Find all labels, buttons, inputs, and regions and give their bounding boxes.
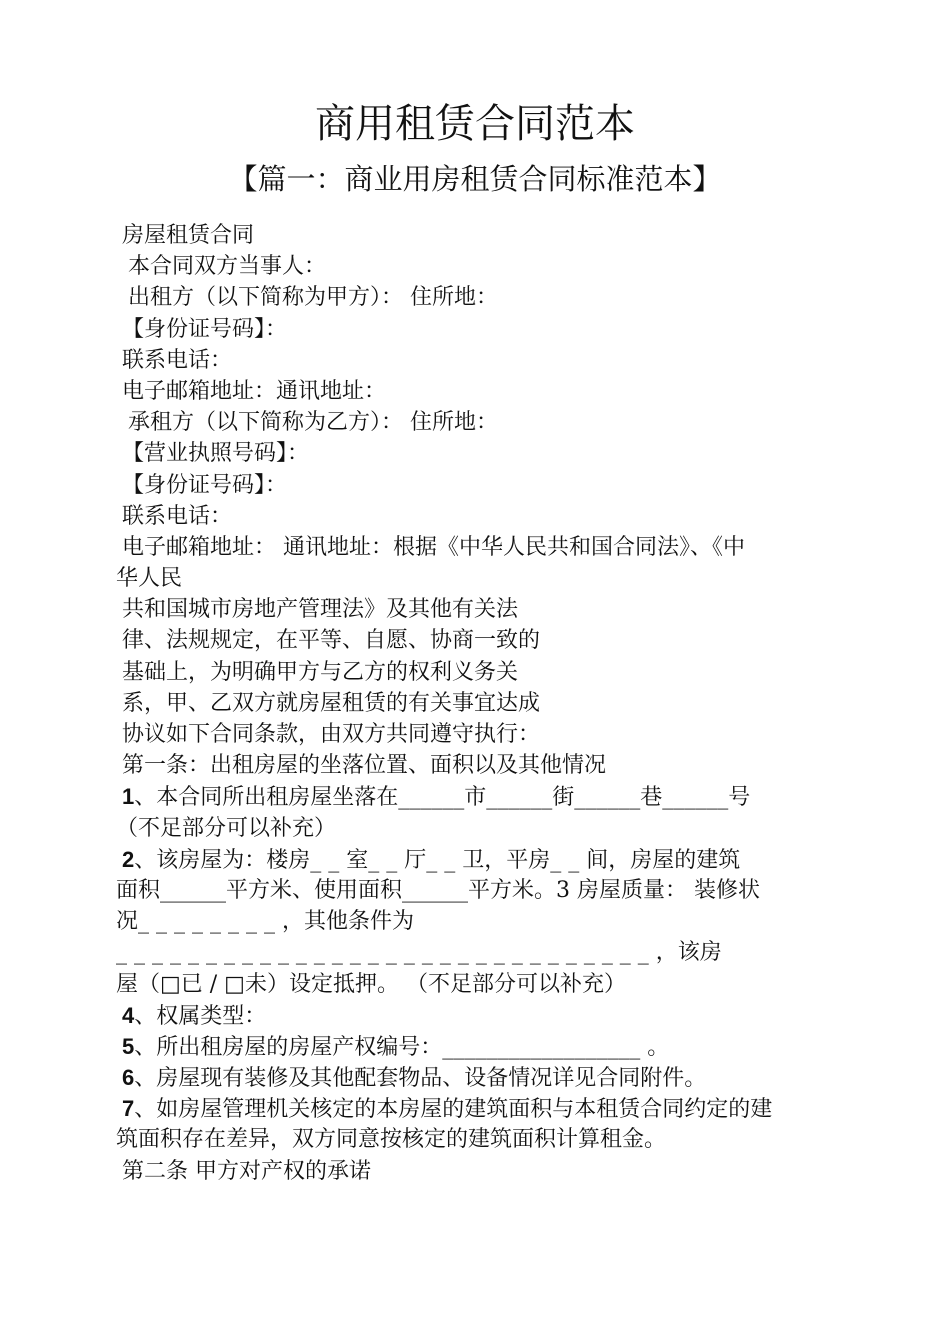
line-text: 系，甲、乙双方就房屋租赁的有关事宜达成: [122, 690, 541, 716]
text-line: [116, 1062, 834, 1093]
text-line: [116, 438, 834, 469]
text-line: [116, 937, 834, 968]
line-text: 联系电话：: [122, 503, 233, 529]
line-text: 第二条 甲方对产权的承诺: [122, 1158, 371, 1184]
text-line: [116, 501, 834, 532]
line-text: 【营业执照号码】：: [122, 441, 310, 467]
text-line: [116, 969, 834, 1000]
line-text: 共和国城市房地产管理法》及其他有关法: [122, 597, 519, 623]
line-text: （不足部分可以补充）: [116, 815, 337, 841]
clause-number: 1: [122, 784, 135, 810]
line-text: 面积______平方米、使用面积______平方米。3 房屋质量： 装修状: [116, 877, 760, 903]
line-text: 协议如下合同条款，由双方共同遵守执行：: [122, 722, 541, 747]
text-line: [116, 688, 834, 719]
clause-number: 2: [122, 846, 135, 872]
clause-number: 7: [122, 1096, 135, 1122]
text-line: [116, 407, 834, 438]
line-text: 华人民: [116, 566, 183, 592]
line-text: 律、法规规定，在平等、自愿、协商一致的: [122, 628, 541, 654]
line-text: _ _ _ _ _ _ _ _ _ _ _ _ _ _ _ _ _ _ _ _ _ _ _ _ _ _ _ _ _ _ ，该房: [116, 940, 722, 966]
text-line: [116, 563, 834, 594]
line-text: 、如房屋管理机关核定的本房屋的建筑面积与本租赁合同约定的建: [134, 1097, 773, 1123]
text-line: [116, 470, 834, 501]
line-text: 本合同双方当事人：: [128, 254, 327, 280]
text-line: [116, 875, 834, 906]
text-line: [116, 1031, 834, 1062]
line-text: 【身份证号码】：: [122, 472, 288, 498]
line-text: 电子邮箱地址：通讯地址：: [122, 378, 387, 404]
text-line: [116, 251, 834, 282]
line-text: 出租方（以下简称为甲方）： 住所地：: [128, 285, 498, 311]
line-text: 、权属类型：: [134, 1003, 267, 1029]
document-title: 商用租赁合同范本: [315, 101, 635, 147]
text-line: [116, 1124, 834, 1155]
line-text: 承租方（以下简称为乙方）： 住所地：: [128, 410, 498, 436]
line-text: 基础上，为明确甲方与乙方的权利义务关: [122, 659, 519, 685]
line-text: 、房屋现有装修及其他配套物品、设备情况详见合同附件。: [134, 1066, 707, 1092]
text-line: [116, 813, 834, 844]
clause-number: 5: [122, 1033, 135, 1059]
text-line: [116, 594, 834, 625]
text-line: [116, 781, 834, 812]
text-line: [116, 906, 834, 937]
document-body: [116, 220, 834, 1187]
text-line: [116, 345, 834, 376]
line-text: 【身份证号码】：: [122, 316, 288, 342]
text-line: [116, 844, 834, 875]
line-text: 、所出租房屋的房屋产权编号：__________________ 。: [134, 1034, 670, 1060]
line-text: 第一条：出租房屋的坐落位置、面积以及其他情况: [122, 753, 607, 779]
line-text: 屋（□已 / □未）设定抵押。 （不足部分可以补充）: [116, 971, 626, 997]
text-line: [116, 532, 834, 563]
text-line: [116, 1156, 834, 1187]
text-line: [116, 657, 834, 688]
text-line: [116, 1093, 834, 1124]
text-line: [116, 1000, 834, 1031]
text-line: [116, 282, 834, 313]
line-text: 房屋租赁合同: [122, 223, 255, 248]
text-line: [116, 719, 834, 750]
line-text: 、该房屋为：楼房_ _ 室_ _ 厅_ _ 卫，平房_ _ 间，房屋的建筑: [134, 847, 741, 873]
line-text: 联系电话：: [122, 347, 233, 373]
clause-number: 6: [122, 1065, 135, 1091]
text-line: [116, 750, 834, 781]
line-text: 况_ _ _ _ _ _ _ _ ，其他条件为: [116, 909, 414, 935]
line-text: 筑面积存在差异，双方同意按核定的建筑面积计算租金。: [116, 1127, 667, 1153]
line-text: 、本合同所出租房屋坐落在______市______街______巷______号: [134, 785, 751, 811]
document-subtitle: 【篇一：商业用房租赁合同标准范本】: [228, 162, 722, 196]
text-line: [116, 376, 834, 407]
text-line: [116, 314, 834, 345]
text-line: [116, 625, 834, 656]
clause-number: 4: [122, 1002, 135, 1028]
line-text: 电子邮箱地址： 通讯地址：根据《中华人民共和国合同法》、《中: [122, 534, 745, 560]
text-line: [116, 220, 834, 251]
